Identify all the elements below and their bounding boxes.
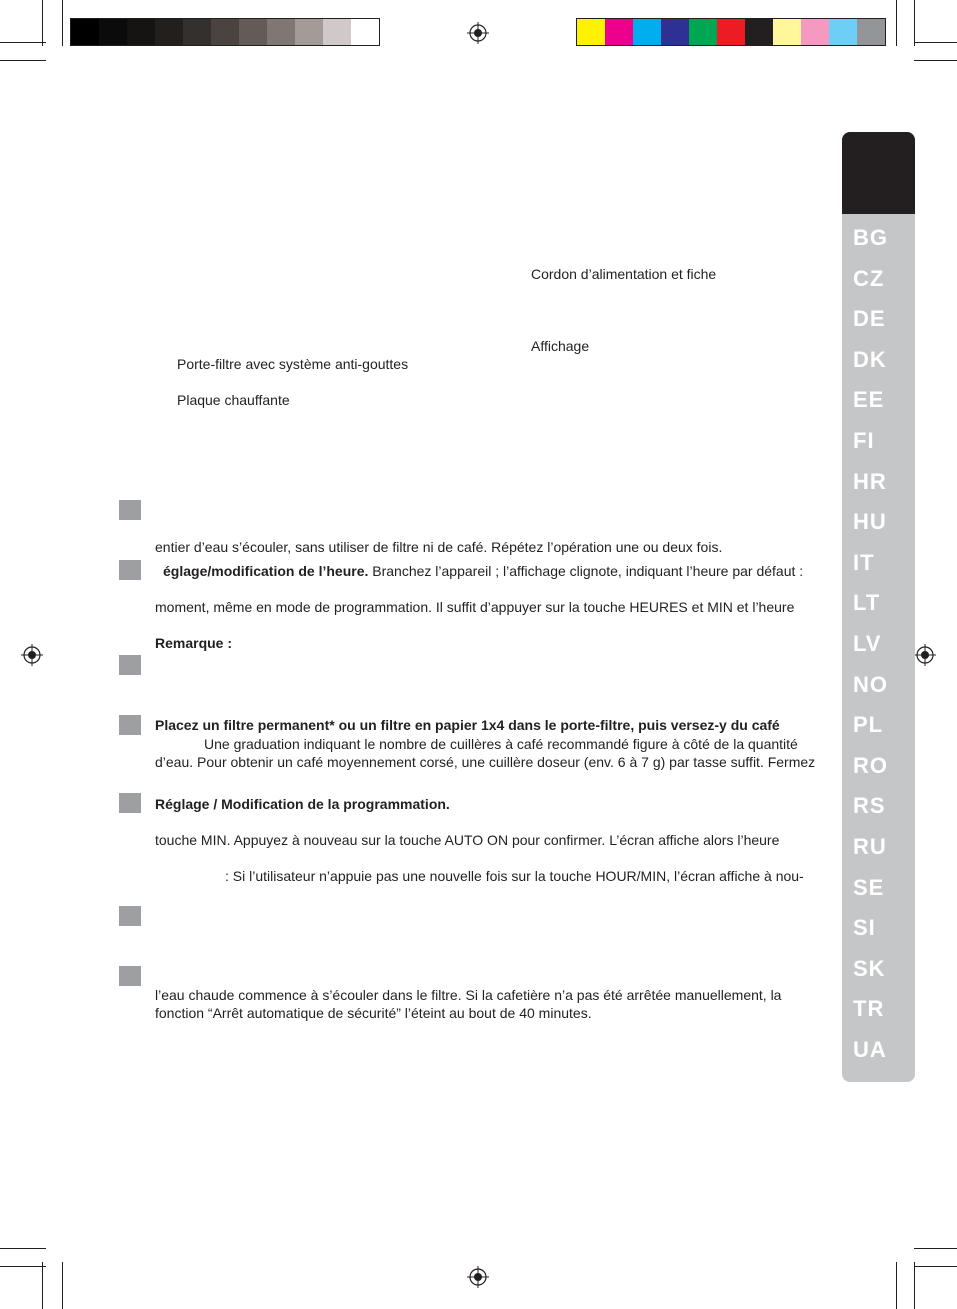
step-marker xyxy=(119,906,141,926)
step-marker xyxy=(119,560,141,580)
crop-mark xyxy=(914,60,957,61)
color-swatch xyxy=(801,19,829,45)
crop-mark xyxy=(896,1262,897,1309)
color-swatch xyxy=(773,19,801,45)
step-marker xyxy=(119,715,141,735)
language-tab-se[interactable]: SE xyxy=(853,874,885,900)
crop-mark xyxy=(914,1248,957,1249)
color-swatch xyxy=(577,19,605,45)
language-tab-lv[interactable]: LV xyxy=(853,631,882,656)
color-calibration-bar xyxy=(576,18,886,46)
color-swatch xyxy=(239,19,267,45)
registration-mark-icon xyxy=(467,22,489,44)
color-swatch xyxy=(183,19,211,45)
crop-mark xyxy=(914,42,957,43)
program-text: touche MIN. Appuyez à nouveau sur la touche AUTO ON pour confirmer. L’écran affiche alors l’heure xyxy=(155,832,780,848)
language-tab-tr[interactable]: TR xyxy=(853,996,885,1022)
language-tab-hu[interactable]: HU xyxy=(853,509,887,535)
language-tab-sk[interactable]: SK xyxy=(853,955,886,981)
crop-mark xyxy=(0,1248,46,1249)
part-display: Affichage xyxy=(531,338,590,354)
color-swatch xyxy=(295,19,323,45)
crop-mark xyxy=(914,1266,957,1267)
filter-text-line1: Une graduation indiquant le nombre de cuillères à café recommandé figure à côté de la quantité xyxy=(204,736,798,752)
language-tab-dk[interactable]: DK xyxy=(853,346,887,372)
language-tab-hr[interactable]: HR xyxy=(853,468,887,494)
crop-mark xyxy=(914,1262,915,1309)
program-note: : Si l’utilisateur n’appuie pas une nouvelle fois sur la touche HOUR/MIN, l’écran affiche à nou- xyxy=(225,868,804,884)
crop-mark xyxy=(42,0,43,46)
language-tab-bg[interactable]: BG xyxy=(853,225,888,250)
color-swatch xyxy=(661,19,689,45)
active-language-tab xyxy=(842,132,915,214)
grayscale-calibration-bar xyxy=(70,18,380,46)
part-filter-holder: Porte-filtre avec système anti-gouttes xyxy=(177,356,409,372)
color-swatch xyxy=(829,19,857,45)
language-tab-lt[interactable]: LT xyxy=(853,590,881,616)
color-swatch xyxy=(745,19,773,45)
language-tab-ua[interactable]: UA xyxy=(853,1037,887,1062)
color-swatch xyxy=(267,19,295,45)
language-tab-si[interactable]: SI xyxy=(853,915,876,941)
filter-heading: Placez un filtre permanent* ou un filtre en papier 1x4 dans le porte-filtre, puis versez-y du café xyxy=(155,717,780,733)
crop-mark xyxy=(896,0,897,46)
color-swatch xyxy=(323,19,351,45)
language-tab-rs[interactable]: RS xyxy=(853,793,886,819)
color-swatch xyxy=(857,19,885,45)
color-swatch xyxy=(127,19,155,45)
clock-text-line2: moment, même en mode de programmation. Il suffit d’appuyer sur la touche HEURES et MIN et l’heure xyxy=(155,599,795,615)
step-marker xyxy=(119,655,141,675)
filter-text-line2: d’eau. Pour obtenir un café moyennement corsé, une cuillère doseur (env. 6 à 7 g) par tasse suffit. Fermez xyxy=(155,754,816,770)
language-tab-no[interactable]: NO xyxy=(853,671,888,697)
crop-mark xyxy=(62,1262,63,1309)
crop-mark xyxy=(0,60,46,61)
brew-text-line1: l’eau chaude commence à s’écouler dans le filtre. Si la cafetière n’a pas été arrêtée manuellement, la xyxy=(155,987,782,1003)
part-hot-plate: Plaque chauffante xyxy=(177,392,290,408)
note-label: Remarque : xyxy=(155,635,233,651)
color-swatch xyxy=(605,19,633,45)
registration-mark-icon xyxy=(21,644,43,666)
language-tab-pl[interactable]: PL xyxy=(853,712,884,738)
language-tab-ee[interactable]: EE xyxy=(853,387,885,413)
color-swatch xyxy=(633,19,661,45)
language-sidebar xyxy=(842,132,915,1082)
language-tab-fi[interactable]: FI xyxy=(853,428,875,453)
step-marker xyxy=(119,966,141,986)
crop-mark xyxy=(62,0,63,46)
part-power-cord: Cordon d’alimentation et fiche xyxy=(531,266,717,282)
first-use-text: entier d’eau s’écouler, sans utiliser de filtre ni de café. Répétez l’opération une ou deux fois. xyxy=(155,539,723,555)
step-marker xyxy=(119,793,141,813)
step-marker xyxy=(119,500,141,520)
crop-mark xyxy=(914,0,915,46)
language-tab-cz[interactable]: CZ xyxy=(853,265,885,291)
registration-mark-icon xyxy=(467,1266,489,1288)
language-tab-de[interactable]: DE xyxy=(853,306,886,332)
crop-mark xyxy=(0,1266,46,1267)
brew-text-line2: fonction “Arrêt automatique de sécurité” l’éteint au bout de 40 minutes. xyxy=(155,1005,592,1021)
color-swatch xyxy=(99,19,127,45)
color-swatch xyxy=(717,19,745,45)
color-swatch xyxy=(351,19,379,45)
color-swatch xyxy=(211,19,239,45)
clock-text: Branchez l’appareil ; l’affichage clignote, indiquant l’heure par défaut : xyxy=(368,563,804,579)
language-tab-it[interactable]: IT xyxy=(853,549,875,575)
clock-setting-line xyxy=(163,562,803,580)
color-swatch xyxy=(71,19,99,45)
color-swatch xyxy=(155,19,183,45)
language-tab-ro[interactable]: RO xyxy=(853,752,888,778)
crop-mark xyxy=(0,42,46,43)
language-tab-ru[interactable]: RU xyxy=(853,834,887,859)
clock-heading: églage/modification de l’heure. xyxy=(163,563,369,579)
color-swatch xyxy=(689,19,717,45)
crop-mark xyxy=(42,1262,43,1309)
registration-mark-icon xyxy=(914,644,936,666)
program-heading: Réglage / Modification de la programmation. xyxy=(155,796,450,812)
